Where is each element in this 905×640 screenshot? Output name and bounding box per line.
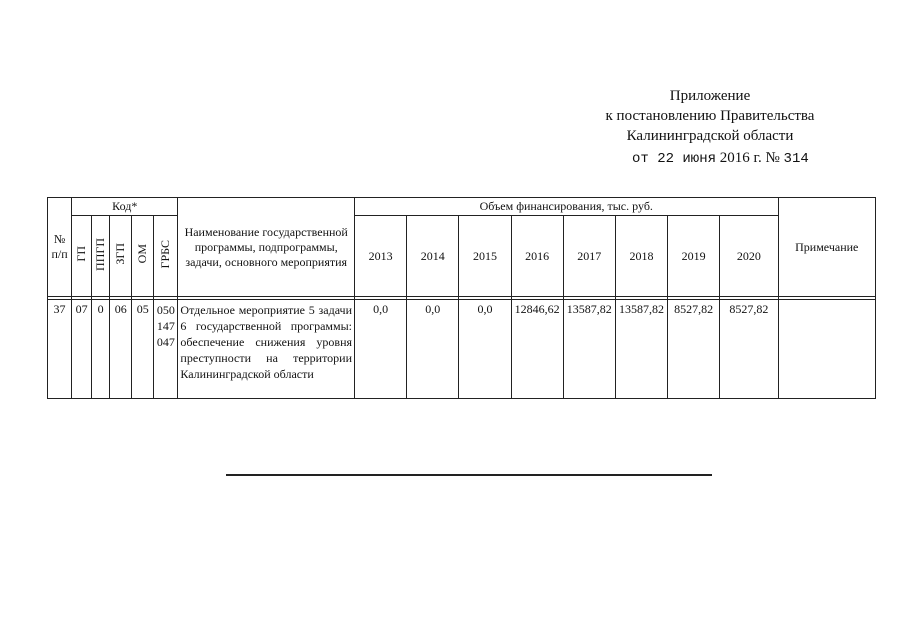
cell-2020: 8527,82 [720, 300, 778, 399]
header-om: ОМ [132, 216, 154, 297]
cell-2015: 0,0 [459, 300, 511, 399]
cell-2017: 13587,82 [563, 300, 615, 399]
closing-separator-line [226, 474, 712, 476]
header-date [560, 148, 860, 169]
header-year-2018: 2018 [615, 216, 667, 297]
header-funding: Объем финансирования, тыс. руб. [355, 198, 779, 216]
header-year-2020: 2020 [720, 216, 778, 297]
document-number: 314 [783, 151, 809, 167]
cell-om: 05 [132, 300, 154, 399]
cell-name: Отдельное мероприятие 5 задачи 6 государственной программы: обеспечение снижения уровня преступности на территории Калининградской области [178, 300, 355, 399]
cell-num: 37 [48, 300, 72, 399]
cell-2019: 8527,82 [668, 300, 720, 399]
header-name: Наименование государственной программы, подпрограммы, задачи, основного мероприятия [178, 198, 355, 297]
cell-2013: 0,0 [355, 300, 407, 399]
header-year-2016: 2016 [511, 216, 563, 297]
cell-2018: 13587,82 [615, 300, 667, 399]
header-ppgp: ППГП [92, 216, 110, 297]
header-region: Калининградской области [626, 128, 794, 144]
funding-table [47, 197, 876, 399]
header-gp: ГП [72, 216, 92, 297]
cell-ppgp: 0 [92, 300, 110, 399]
cell-zgp: 06 [110, 300, 132, 399]
cell-2016: 12846,62 [511, 300, 563, 399]
date-year: 2016 г. № [719, 150, 780, 166]
cell-2014: 0,0 [407, 300, 459, 399]
table-row [48, 300, 876, 399]
header-year-2017: 2017 [563, 216, 615, 297]
cell-grbs: 050 147 047 [154, 300, 178, 399]
header-appendix: Приложение [669, 88, 751, 104]
header-code: Код* [72, 198, 178, 216]
header-year-2015: 2015 [459, 216, 511, 297]
header-resolution: к постановлению Правительства [605, 108, 815, 124]
header-note: Примечание [778, 198, 875, 297]
header-grbs: ГРБС [154, 216, 178, 297]
header-zgp: ЗГП [110, 216, 132, 297]
header-year-2014: 2014 [407, 216, 459, 297]
header-year-2019: 2019 [668, 216, 720, 297]
header-year-2013: 2013 [355, 216, 407, 297]
cell-note [778, 300, 875, 399]
date-prefix: от 22 июня [632, 151, 717, 167]
header-num: № п/п [48, 198, 72, 297]
cell-gp: 07 [72, 300, 92, 399]
document-header [560, 86, 860, 169]
